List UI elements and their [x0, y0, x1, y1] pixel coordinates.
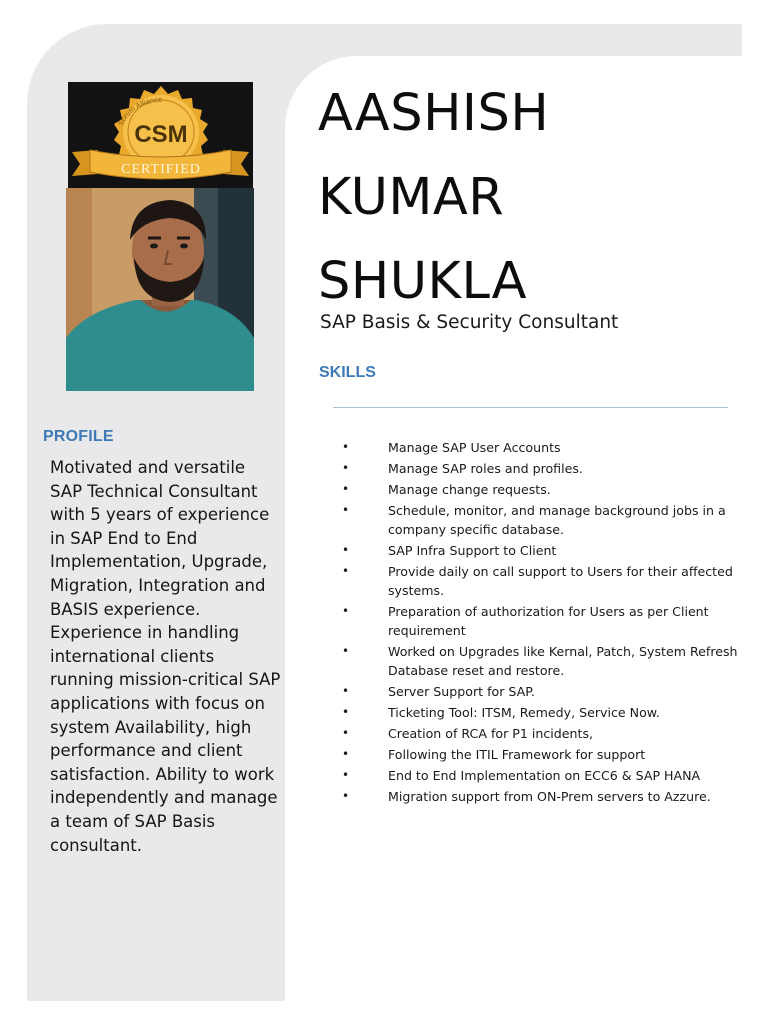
list-item [338, 501, 738, 540]
skills-list [338, 438, 738, 808]
skills-heading: SKILLS [319, 364, 376, 381]
job-title: SAP Basis & Security Consultant [320, 312, 619, 333]
bullet-icon: • [342, 644, 350, 659]
name-line-middle: KUMAR [318, 168, 505, 227]
list-item [338, 766, 738, 785]
list-item [338, 562, 738, 601]
skill-text: End to End Implementation on ECC6 & SAP HANA [388, 767, 701, 783]
bullet-icon: • [342, 502, 350, 517]
csm-seal-icon [68, 82, 253, 188]
skill-text: Worked on Upgrades like Kernal, Patch, System Refresh Database reset and restore. [388, 644, 738, 679]
bullet-icon: • [342, 563, 350, 578]
skill-text: SAP Infra Support to Client [388, 542, 557, 558]
skill-text: Migration support from ON-Prem servers to Azzure. [388, 788, 711, 804]
profile-photo [66, 188, 254, 391]
badge-ribbon-text: CERTIFIED [121, 162, 201, 177]
skill-text: Manage change requests. [388, 481, 551, 497]
list-item [338, 724, 738, 743]
name-line-first: AASHISH [318, 84, 550, 143]
person-portrait-icon [66, 188, 254, 391]
skill-text: Schedule, monitor, and manage background jobs in a company specific database. [388, 502, 726, 537]
skills-divider [333, 407, 728, 408]
badge-main-text: CSM [134, 121, 188, 148]
list-item [338, 438, 738, 457]
skill-text: Creation of RCA for P1 incidents, [388, 726, 594, 742]
bullet-icon: • [342, 440, 350, 454]
skill-text: Manage SAP User Accounts [388, 440, 561, 455]
bullet-icon: • [342, 746, 350, 761]
candidate-name [318, 72, 549, 324]
badge-top-text: Scrum Alliance [115, 94, 163, 128]
skill-text: Server Support for SAP. [388, 684, 535, 700]
list-item [338, 682, 738, 701]
list-item [338, 703, 738, 722]
list-item [338, 480, 738, 499]
list-item [338, 745, 738, 764]
list-item [338, 602, 738, 641]
skill-text: Manage SAP roles and profiles. [388, 460, 583, 476]
list-item [338, 459, 738, 478]
profile-heading: PROFILE [43, 428, 114, 445]
bullet-icon: • [342, 726, 350, 741]
name-line-last: SHUKLA [318, 252, 527, 311]
bullet-icon: • [342, 684, 350, 699]
skill-text: Provide daily on call support to Users for their affected systems. [388, 563, 733, 599]
bullet-icon: • [342, 542, 350, 557]
bullet-icon: • [342, 767, 350, 782]
bullet-icon: • [342, 603, 350, 618]
list-item [338, 787, 738, 806]
csm-certified-badge [68, 82, 253, 188]
bullet-icon: • [342, 705, 350, 720]
skill-text: Preparation of authorization for Users as per Client requirement [388, 603, 709, 639]
profile-summary: Motivated and versatile SAP Technical Consultant with 5 years of experience in SAP End to End Implementation, Upgrade, Migration, Integration and BASIS experience. Experience in handling international clients running mission-critical SAP applications with focus on system Availability, high performance and client satisfaction. Ability to work independently and manage a team of SAP Basis consultant. [50, 458, 281, 855]
skill-text: Following the ITIL Framework for support [388, 746, 646, 762]
bullet-icon: • [342, 788, 350, 803]
bullet-icon: • [342, 481, 350, 496]
bullet-icon: • [342, 460, 350, 475]
skill-text: Ticketing Tool: ITSM, Remedy, Service Now. [388, 705, 660, 721]
list-item [338, 541, 738, 560]
list-item [338, 642, 738, 681]
